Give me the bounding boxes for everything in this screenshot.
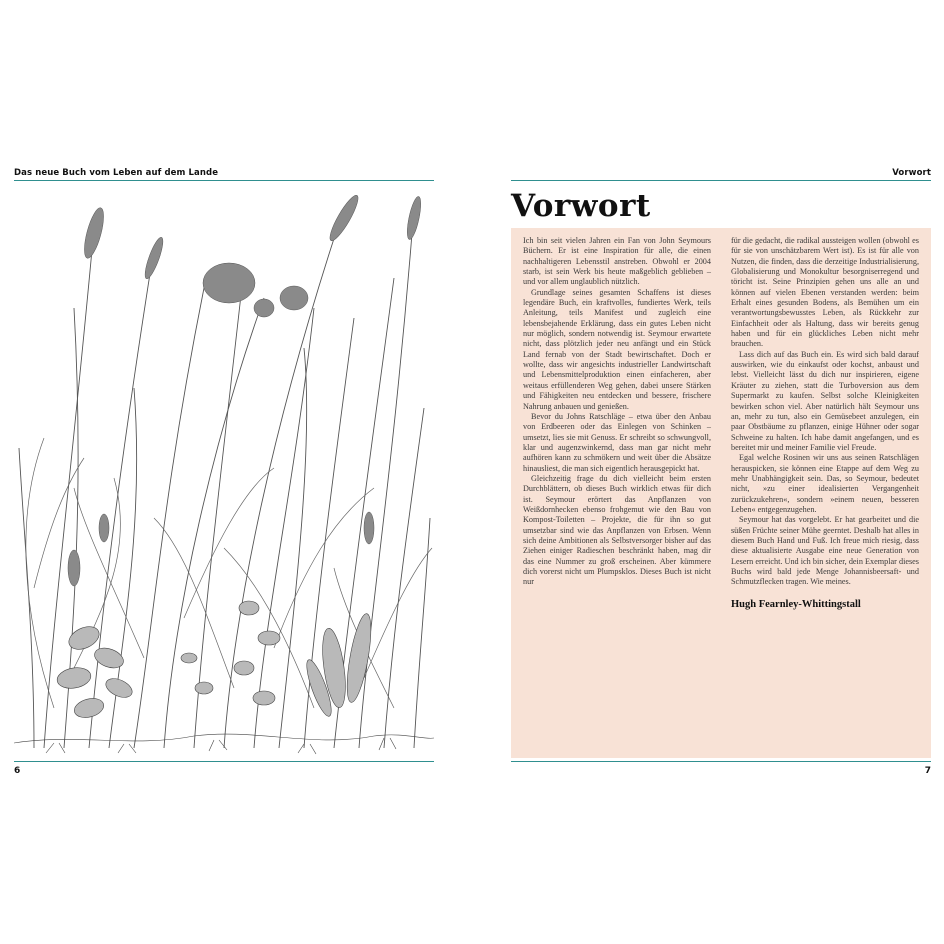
footer-rule-right	[511, 761, 931, 762]
footer-rule-left	[14, 761, 434, 762]
paragraph: Bevor du Johns Ratschläge – etwa über den Anbau von Erdbeeren oder das Einlegen von Schinken – umsetzt, lies sie mit Genuss. Er schreibt so schwungvoll, klar und augenzwinkernd, dass man gar nicht mehr aufhören kann zu schmökern und weit über die Absätze hinausliest, die man sich eigentlich herausgepickt hat.	[523, 411, 711, 473]
paragraph: für die gedacht, die radikal aussteigen wollen (obwohl es für sie von unschätzbarem Wert ist). Es ist für alle von Nutzen, die finden, dass die derzeitige Industrialisierung, Globalisierung und Monokultur besorgniserregend und töricht ist. Seine Prinzipien gehen uns alle an und können auf vielen Ebenen verstanden werden: beim Erhalt eines gesunden Bodens, als Bemühen um ein verantwortungsbewusstes Leben, als Rückkehr zur Einfachheit oder als Haltung, dass wir bereits genug haben und für ein glückliches Leben nicht mehr brauchen.	[731, 236, 919, 349]
seed-heads	[68, 192, 423, 586]
paragraph: Gleichzeitig frage du dich vielleicht beim ersten Durchblättern, ob dieses Buch wirklich etwas für dich ist. Seymour erörtert das Anpflanzen von Weißdornhecken ebenso frohgemut wie den Bau von Kompost-Toiletten – Projekte, die für ihn so gut umsetzbar sind wie das Anpflanzen von Erbsen. Wenn sich deine Ambitionen als Selbstversorger bisher auf das Ziehen einiger Radieschen beschränkt haben, mag dir das eine Nummer zu groß erscheinen. Aber kümmere dich vorerst nicht um Plumpsklos. Dieses Buch ist nicht nur	[523, 473, 711, 587]
text-column-1	[523, 236, 711, 610]
leafy-plants	[56, 601, 376, 721]
running-head-left: Das neue Buch vom Leben auf dem Lande	[14, 168, 219, 178]
grass-illustration	[14, 188, 434, 755]
paragraph: Seymour hat das vorgelebt. Er hat gearbeitet und die süßen Früchte seiner Mühe geerntet. Deshalb hat alles in diesem Buch Hand und Fuß. Ich freue mich riesig, dass diese aktualisierte Ausgabe eine neue Generation von Lesern erreicht. Und ich bin sicher, dein Exemplar dieses Buchs wird bald jede Menge Johannisbeersaft- und Schmutzflecken tragen. Wie meines.	[731, 515, 919, 587]
paragraph: Egal welche Rosinen wir uns aus seinen Ratschlägen herauspicken, sie können eine Etappe auf dem Weg zu mehr Unabhängigkeit sein. Das, so Seymour, bedeutet nicht, »zu einer idealisierten Vergangenheit zurückzukehren«, sondern »einem neuen, besseren Leben« entgegenzugehen.	[731, 453, 919, 514]
grass-blades	[26, 438, 432, 708]
header-rule-right	[511, 180, 931, 181]
author-signature: Hugh Fearnley-Whittingstall	[731, 598, 861, 610]
paragraph: Ich bin seit vielen Jahren ein Fan von John Seymours Büchern. Er ist eine Inspiration für alle, die einen nachhaltigeren Lebensstil anstreben. Obwohl er 2004 starb, ist sein Werk bis heute maßgeblich geblieben – und vor allem unglaublich nützlich.	[523, 236, 711, 287]
chapter-title: Vorwort	[511, 188, 651, 224]
running-head-right: Vorwort	[892, 168, 931, 178]
paragraph: Grundlage seines gesamten Schaffens ist dieses legendäre Buch, ein kraftvolles, fundiertes Werk, teils Anleitung, teils Manifest und zugleich eine lebensbejahende Erklärung, dass ein gutes Leben nicht nur möglich, sondern notwendig ist. Seymour erwartete nicht, dass plötzlich jeder neu anfängt und ein Stück Land fernab von der Stadt bewirtschaftet. Doch er wollte, dass wir angesichts industrieller Landwirtschaft und Lebensmittelproduktion einen einfacheren, aber weitaus erfüllenderen Weg gehen, dabei unsere Stärken und Fähigkeiten neu entdecken und bessere, frischere Nahrung anbauen und genießen.	[523, 287, 711, 411]
foreword-text-panel	[511, 228, 931, 758]
page-number-right: 7	[924, 766, 931, 776]
text-column-2	[731, 236, 919, 610]
header-rule-left	[14, 180, 434, 181]
paragraph: Lass dich auf das Buch ein. Es wird sich bald darauf auswirken, wie du einkaufst oder kochst, anbaust und lebst. Vielleicht lässt du dich nur inspirieren, eigene Kräuter zu ziehen, statt die Turboversion aus dem Supermarkt zu kaufen. Selbst solche Kleinigkeiten bewirken schon viel. Aber natürlich hält Seymour uns an, mehr zu tun, also ein Gemüsebeet anzulegen, ein paar Obstbäume zu pflanzen, einige Hühner oder sogar Schweine zu halten. Ich habe damit angefangen, und es bereitet mir und meiner Familie viel Freude.	[731, 349, 919, 452]
page-number-left: 6	[14, 766, 21, 776]
